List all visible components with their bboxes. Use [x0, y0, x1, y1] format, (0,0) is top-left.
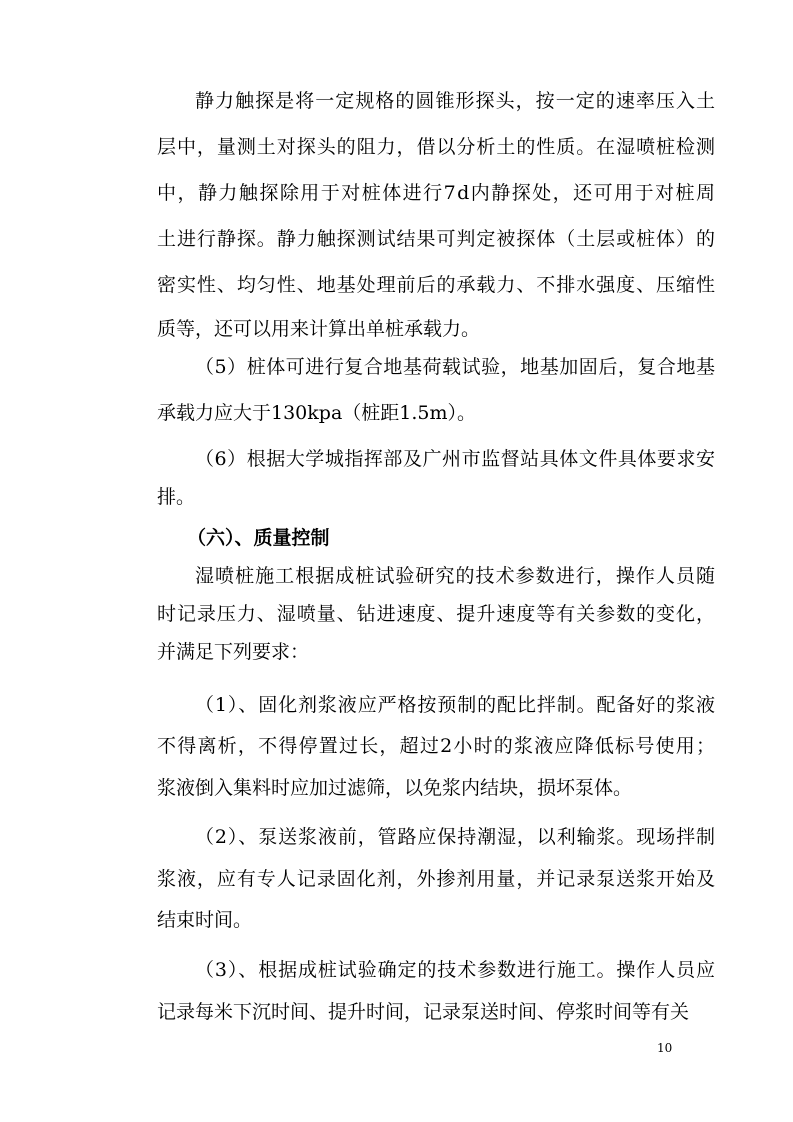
text-line: 质等，还可以用来计算出单桩承载力。 [157, 318, 481, 340]
text-line: （3）、根据成桩试验确定的技术参数进行施工。操作人员应 [195, 959, 716, 981]
text-line: 密实性、均匀性、地基处理前后的承载力、不排水强度、压缩性 [157, 274, 716, 296]
text-line: （1）、固化剂浆液应严格按预制的配比拌制。配备好的浆液 [195, 694, 716, 716]
text-line: 时记录压力、湿喷量、钻进速度、提升速度等有关参数的变化， [157, 603, 716, 625]
text-line: 结束时间。 [157, 909, 253, 931]
text-line: 湿喷桩施工根据成桩试验研究的技术参数进行，操作人员随 [195, 565, 717, 587]
text-line: 浆液倒入集料时应加过滤筛，以免浆内结块，损坏泵体。 [157, 777, 633, 799]
text-line: 土进行静探。静力触探测试结果可判定被探体（土层或桩体）的 [157, 228, 716, 250]
text-line: 层中，量测土对探头的阻力，借以分析土的性质。在湿喷桩检测 [157, 136, 716, 158]
text-line: 浆液，应有专人记录固化剂，外掺剂用量，并记录泵送浆开始及 [157, 868, 716, 890]
text-line: （2）、泵送浆液前，管路应保持潮湿，以利输浆。现场拌制 [195, 826, 716, 848]
page-number: 10 [657, 1041, 673, 1055]
text-line: 记录每米下沉时间、提升时间，记录泵送时间、停浆时间等有关 [157, 1001, 690, 1023]
text-line: 排。 [157, 486, 196, 508]
text-line: （6）根据大学城指挥部及广州市监督站具体文件具体要求安 [195, 448, 716, 470]
text-line: 并满足下列要求： [157, 641, 310, 663]
text-line: （5）桩体可进行复合地基荷载试验，地基加固后，复合地基 [195, 356, 716, 378]
text-line: 静力触探是将一定规格的圆锥形探头，按一定的速率压入土 [195, 90, 717, 112]
text-line: 不得离析，不得停置过长，超过2小时的浆液应降低标号使用； [157, 735, 717, 757]
text-line: 承载力应大于130kpa（桩距1.5m）。 [157, 402, 477, 424]
text-line: 中，静力触探除用于对桩体进行7d内静探处，还可用于对桩周 [157, 182, 717, 204]
section-heading: （六）、质量控制 [187, 527, 330, 549]
